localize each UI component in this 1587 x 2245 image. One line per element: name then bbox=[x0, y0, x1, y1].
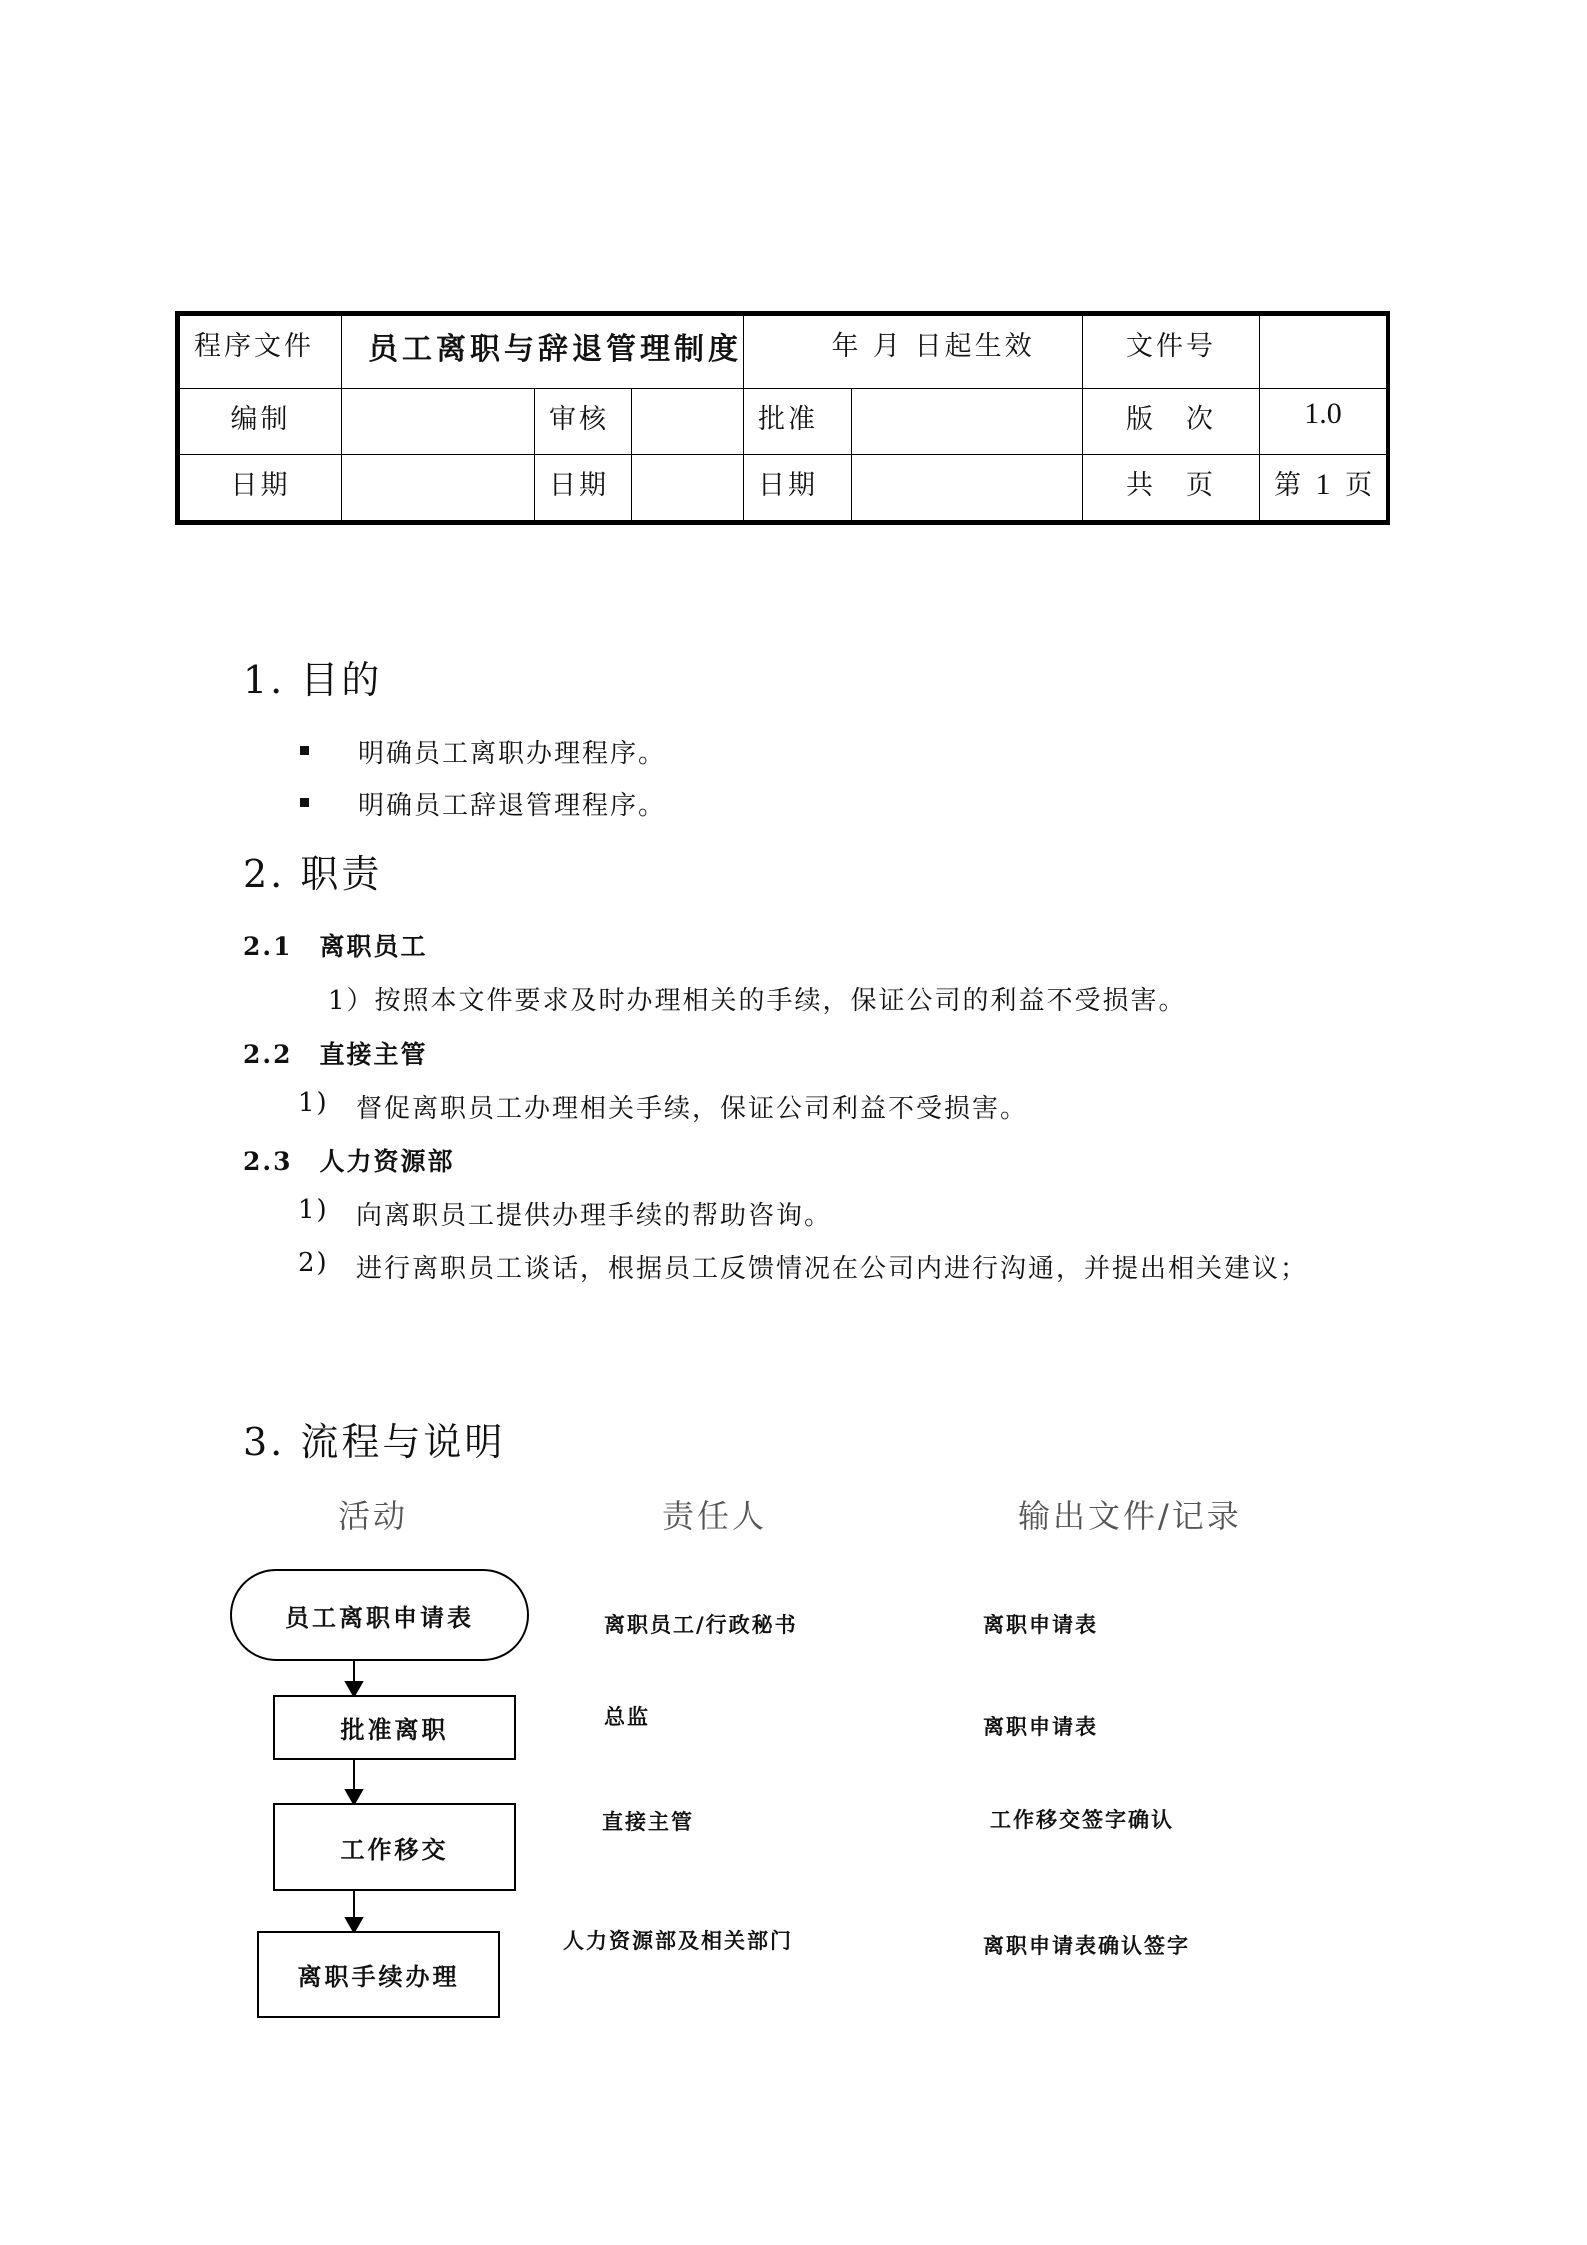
review-label: 审核 bbox=[535, 388, 632, 454]
compile-label: 编制 bbox=[180, 388, 342, 454]
section-2-2-num: 1) bbox=[298, 1088, 329, 1118]
section-2-1-title: 2.1 离职员工 bbox=[243, 932, 428, 961]
section-2-3-item-1: 向离职员工提供办理手续的帮助咨询。 bbox=[356, 1201, 833, 1231]
arrow-head-icon bbox=[346, 1682, 362, 1696]
section-2-1-item: 1）按照本文件要求及时办理相关的手续，保证公司的利益不受损害。 bbox=[328, 986, 1187, 1016]
purpose-item-1: 明确员工离职办理程序。 bbox=[358, 739, 667, 769]
document-title: 员工离职与辞退管理制度 bbox=[342, 316, 744, 389]
flow-owner-2: 总监 bbox=[604, 1705, 650, 1729]
version-value: 1.0 bbox=[1260, 388, 1387, 454]
page-number: 1 bbox=[1315, 467, 1331, 501]
arrow-head-icon bbox=[346, 1790, 362, 1804]
flow-step-approve: 批准离职 bbox=[273, 1695, 516, 1760]
section-2-2-title: 2.2 直接主管 bbox=[243, 1040, 428, 1069]
section-3-title: 3. 流程与说明 bbox=[243, 1420, 506, 1464]
section-2-3-num-1: 1) bbox=[298, 1195, 329, 1225]
column-header-activity: 活动 bbox=[338, 1497, 409, 1535]
section-2-title: 2. 职责 bbox=[243, 852, 383, 896]
flow-step-handover: 工作移交 bbox=[273, 1803, 516, 1891]
doc-number-label: 文件号 bbox=[1083, 316, 1260, 389]
column-header-owner: 责任人 bbox=[662, 1497, 768, 1535]
approve-label: 批准 bbox=[744, 388, 852, 454]
section-2-3-num-2: 2) bbox=[298, 1248, 329, 1278]
section-2-3-item-2: 进行离职员工谈话，根据员工反馈情况在公司内进行沟通，并提出相关建议； bbox=[356, 1254, 1309, 1284]
flow-output-4: 离职申请表确认签字 bbox=[983, 1934, 1190, 1958]
section-2-3-title: 2.3 人力资源部 bbox=[243, 1147, 455, 1176]
section-1-title: 1. 目的 bbox=[243, 658, 383, 702]
effective-date-cell: 年 月 日起生效 bbox=[744, 316, 1083, 389]
page-prefix: 第 bbox=[1273, 469, 1301, 501]
page-suffix: 页 bbox=[1345, 469, 1373, 501]
compile-date-label: 日期 bbox=[180, 454, 342, 520]
flow-owner-4: 人力资源部及相关部门 bbox=[563, 1929, 793, 1953]
doc-type-cell: 程序文件 bbox=[180, 316, 342, 389]
flow-owner-3: 直接主管 bbox=[602, 1810, 694, 1834]
flow-step-start: 员工离职申请表 bbox=[230, 1569, 529, 1661]
arrow-head-icon bbox=[346, 1918, 362, 1932]
flow-output-1: 离职申请表 bbox=[983, 1613, 1098, 1637]
flow-owner-1: 离职员工/行政秘书 bbox=[604, 1613, 798, 1637]
review-date-label: 日期 bbox=[535, 454, 632, 520]
flow-step-procedures: 离职手续办理 bbox=[257, 1931, 500, 2018]
purpose-item-2: 明确员工辞退管理程序。 bbox=[358, 791, 667, 821]
approve-date-label: 日期 bbox=[744, 454, 852, 520]
section-2-2-item: 督促离职员工办理相关手续，保证公司利益不受损害。 bbox=[356, 1094, 1029, 1124]
column-header-output: 输出文件/记录 bbox=[1018, 1497, 1242, 1535]
flow-output-2: 离职申请表 bbox=[983, 1715, 1098, 1739]
flow-output-3: 工作移交签字确认 bbox=[990, 1808, 1174, 1832]
version-label: 版 次 bbox=[1083, 388, 1260, 454]
total-pages-label: 共 页 bbox=[1083, 454, 1260, 520]
